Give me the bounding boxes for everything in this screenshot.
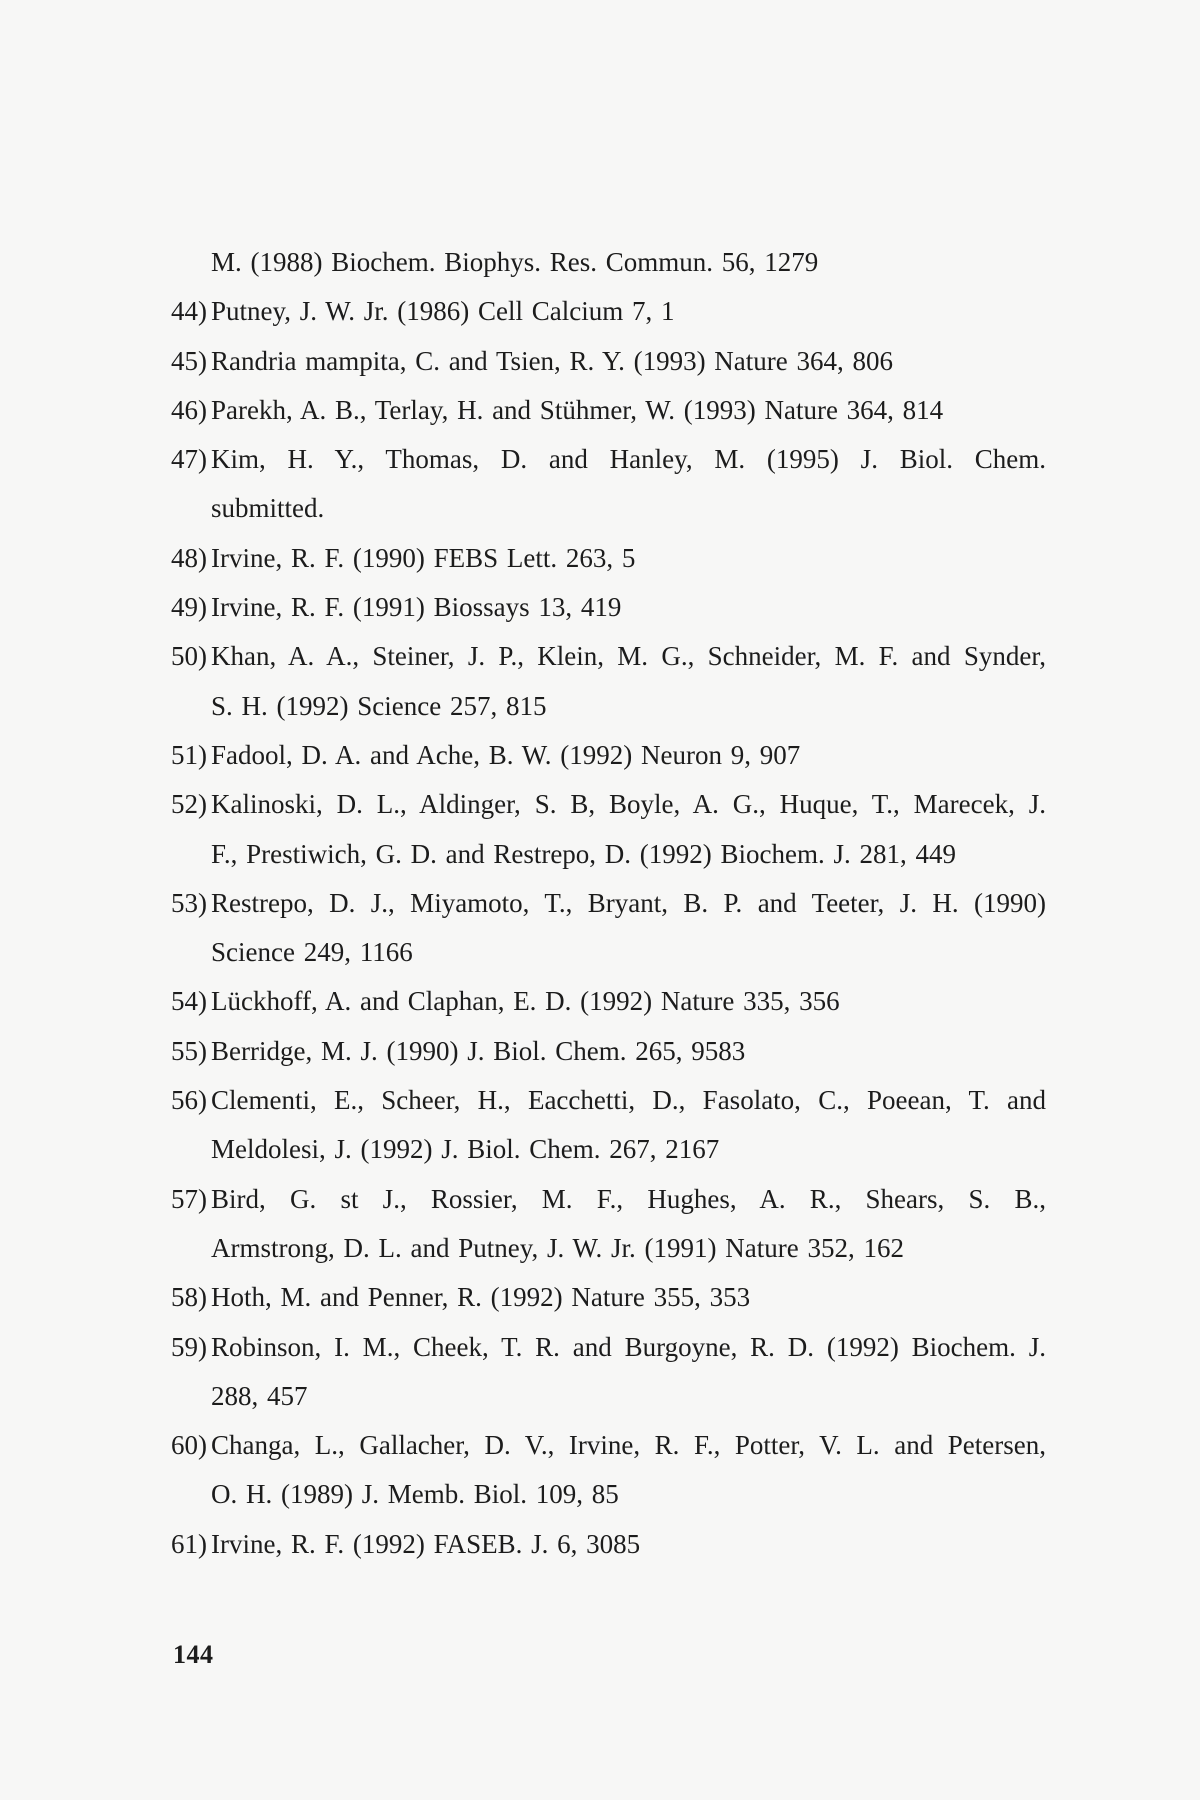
reference-text: Irvine, R. F. (1990) FEBS Lett. 263, 5 — [211, 542, 636, 573]
reference-item-continuation — [171, 928, 1051, 977]
reference-number: 55) — [171, 1035, 207, 1066]
reference-item — [171, 1273, 1051, 1322]
reference-text: Kim, H. Y., Thomas, D. and Hanley, M. (1995) J. Biol. Chem. — [211, 444, 1046, 475]
reference-item — [171, 337, 1051, 386]
reference-text: Irvine, R. F. (1992) FASEB. J. 6, 3085 — [211, 1528, 641, 1559]
reference-text: Kalinoski, D. L., Aldinger, S. B, Boyle, A. G., Huque, T., Marecek, J. — [211, 789, 1046, 820]
reference-number: 47) — [171, 444, 207, 475]
reference-text: S. H. (1992) Science 257, 815 — [211, 690, 547, 721]
reference-number: 59) — [171, 1331, 207, 1362]
reference-item — [171, 780, 1051, 829]
reference-number: 54) — [171, 986, 207, 1017]
reference-item — [171, 1520, 1051, 1569]
reference-text: Meldolesi, J. (1992) J. Biol. Chem. 267, 2167 — [211, 1134, 720, 1165]
reference-text: Bird, G. st J., Rossier, M. F., Hughes, A. R., Shears, S. B., — [211, 1183, 1046, 1214]
reference-item-continuation — [171, 1470, 1051, 1519]
reference-item-continuation — [171, 830, 1051, 879]
reference-text: M. (1988) Biochem. Biophys. Res. Commun. 56, 1279 — [211, 247, 819, 277]
reference-item — [171, 731, 1051, 780]
reference-number: 49) — [171, 592, 207, 623]
reference-number: 48) — [171, 542, 207, 573]
reference-number: 46) — [171, 394, 207, 425]
reference-text: submitted. — [211, 493, 325, 524]
reference-item — [171, 1421, 1051, 1470]
reference-text: F., Prestiwich, G. D. and Restrepo, D. (1992) Biochem. J. 281, 449 — [211, 838, 957, 869]
reference-number: 51) — [171, 739, 207, 770]
reference-text: Putney, J. W. Jr. (1986) Cell Calcium 7, 1 — [211, 296, 675, 327]
reference-text: Lückhoff, A. and Claphan, E. D. (1992) Nature 335, 356 — [211, 986, 840, 1017]
reference-number: 57) — [171, 1183, 207, 1214]
reference-text: Restrepo, D. J., Miyamoto, T., Bryant, B. P. and Teeter, J. H. (1990) — [211, 887, 1046, 918]
reference-item — [171, 1027, 1051, 1076]
reference-item — [171, 632, 1051, 681]
reference-text: 288, 457 — [211, 1380, 308, 1411]
reference-text: Parekh, A. B., Terlay, H. and Stühmer, W. (1993) Nature 364, 814 — [211, 394, 944, 425]
reference-number: 44) — [171, 296, 207, 327]
reference-number: 60) — [171, 1430, 207, 1461]
reference-text: Irvine, R. F. (1991) Biossays 13, 419 — [211, 592, 622, 623]
reference-continuation — [171, 238, 1051, 287]
reference-number: 58) — [171, 1282, 207, 1313]
reference-text: Hoth, M. and Penner, R. (1992) Nature 355, 353 — [211, 1282, 751, 1313]
reference-item — [171, 1175, 1051, 1224]
reference-text: O. H. (1989) J. Memb. Biol. 109, 85 — [211, 1479, 619, 1510]
reference-text: Clementi, E., Scheer, H., Eacchetti, D., Fasolato, C., Poeean, T. and — [211, 1085, 1046, 1116]
reference-item-continuation — [171, 682, 1051, 731]
reference-text: Science 249, 1166 — [211, 937, 413, 968]
reference-item-continuation — [171, 1224, 1051, 1273]
reference-text: Armstrong, D. L. and Putney, J. W. Jr. (1991) Nature 352, 162 — [211, 1232, 904, 1263]
page-number: 144 — [173, 1640, 214, 1669]
reference-item — [171, 435, 1051, 484]
reference-number: 52) — [171, 789, 207, 820]
reference-list — [171, 238, 1051, 1569]
reference-item — [171, 977, 1051, 1026]
reference-item — [171, 287, 1051, 336]
reference-item — [171, 534, 1051, 583]
reference-text: Berridge, M. J. (1990) J. Biol. Chem. 265, 9583 — [211, 1035, 746, 1066]
reference-text: Robinson, I. M., Cheek, T. R. and Burgoyne, R. D. (1992) Biochem. J. — [211, 1331, 1046, 1362]
reference-number: 45) — [171, 345, 207, 376]
reference-number: 50) — [171, 641, 207, 672]
reference-item — [171, 1323, 1051, 1372]
reference-item — [171, 879, 1051, 928]
reference-text: Fadool, D. A. and Ache, B. W. (1992) Neuron 9, 907 — [211, 739, 801, 770]
reference-item — [171, 583, 1051, 632]
reference-text: Changa, L., Gallacher, D. V., Irvine, R. F., Potter, V. L. and Petersen, — [211, 1430, 1046, 1461]
reference-item-continuation — [171, 484, 1051, 533]
reference-number: 56) — [171, 1085, 207, 1116]
reference-item — [171, 1076, 1051, 1125]
reference-number: 61) — [171, 1528, 207, 1559]
reference-item-continuation — [171, 1125, 1051, 1174]
reference-item — [171, 386, 1051, 435]
reference-text: Khan, A. A., Steiner, J. P., Klein, M. G., Schneider, M. F. and Synder, — [211, 641, 1046, 672]
reference-text: Randria mampita, C. and Tsien, R. Y. (1993) Nature 364, 806 — [211, 345, 894, 376]
reference-item-continuation — [171, 1372, 1051, 1421]
reference-number: 53) — [171, 887, 207, 918]
